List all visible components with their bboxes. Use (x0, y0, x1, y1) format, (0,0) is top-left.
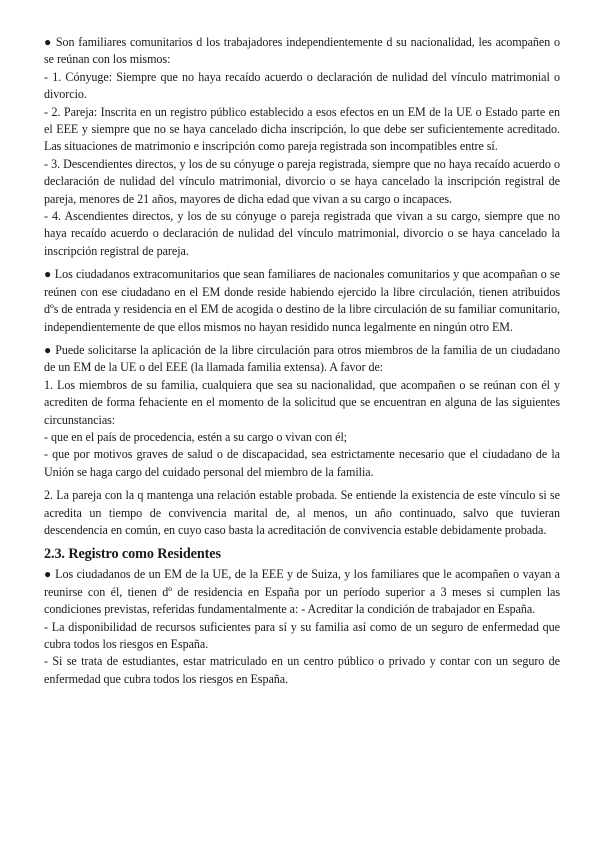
list-item-partner: - 2. Pareja: Inscrita en un registro público establecido a esos efectos en un EM de la UE o Estado parte en el EEE y siempre que no se haya cancelado dicha inscripción, lo que debe ser suficientemente acreditado. Las situaciones de matrimonio e inscripción como pareja registrada son incompatibles entre sí. (44, 104, 560, 154)
document-page (44, 34, 560, 694)
section-heading: 2.3. Registro como Residentes (44, 546, 221, 563)
extended-family-block (44, 342, 560, 481)
extended-family-sub-1: - que en el país de procedencia, estén a su cargo o vivan con él; (44, 429, 348, 444)
list-item-ascendants: - 4. Ascendientes directos, y los de su cónyuge o pareja registrada que vivan a su cargo, siempre que no haya recaído acuerdo o declaración de nulidad del vínculo matrimonial, divorcio o se haya cancelado la inscripción registral de pareja. (44, 209, 560, 258)
non-eu-family-paragraph: ● Los ciudadanos extracomunitarios que sean familiares de nacionales comunitarios y que acompañan o se reúnen con ese ciudadano en el EM donde reside habiendo ejercido la libre circulación, tienen atribuidos dºs de entrada y residencia en el EM de acogida o destino de la libre circulación de su familiar comunitario, independientemente de que ellos mismos no hayan residido nunca legalmente en ningún otro EM. (44, 267, 560, 334)
family-members-intro: ● Son familiares comunitarios d los trabajadores independientemente d su nacionalidad, les acompañen o se reúnan con los mismos: (44, 35, 560, 67)
residents-registry-block (44, 566, 560, 688)
residents-item-resources: - La disponibilidad de recursos suficientes para sí y su familia así como de un seguro de enfermedad que cubra todos los riesgos en España. (44, 619, 560, 651)
residents-item-students: - Si se trata de estudiantes, estar matriculado en un centro público o privado y contar con un seguro de enfermedad que cubra todos los riesgos en España. (44, 654, 560, 686)
extended-family-sub-2: - que por motivos graves de salud o de discapacidad, sea estrictamente necesario que el ciudadano de la Unión se haga cargo del cuidado personal del miembro de la familia. (44, 447, 560, 479)
residents-intro: ● Los ciudadanos de un EM de la UE, de la EEE y de Suiza, y los familiares que le acompañen o vayan a reunirse con él, tienen dº de residencia en España por un período superior a 3 meses si cumplen las condiciones previstas, referidas fundamentalmente a: - Acreditar la condición de trabajador en España. (44, 567, 560, 617)
extended-family-point-1: 1. Los miembros de su familia, cualquiera que sea su nacionalidad, que acompañen o se reúnan con él y acrediten de forma fehaciente en el momento de la solicitud que se encuentran en alguna de las siguientes circunstancias: (44, 377, 560, 427)
stable-partner-paragraph: 2. La pareja con la q mantenga una relación estable probada. Se entiende la existencia de este vínculo si se acredita un tiempo de convivencia marital de, al menos, un año continuado, salvo que tuvieran descendencia en común, en cuyo caso basta la acreditación de convivencia estable debidamente probada. (44, 488, 560, 537)
extended-family-intro: ● Puede solicitarse la aplicación de la libre circulación para otros miembros de la familia de un ciudadano de un EM de la UE o del EEE (la llamada familia extensa). A favor de: (44, 342, 560, 375)
list-item-descendants: - 3. Descendientes directos, y los de su cónyuge o pareja registrada, siempre que no haya recaído acuerdo o declaración de nulidad del vínculo matrimonial, divorcio o se haya cancelado la inscripción registral de pareja, menores de 21 años, mayores de dicha edad que vivan a su cargo o incapaces. (44, 156, 560, 206)
list-item-spouse: - 1. Cónyuge: Siempre que no haya recaído acuerdo o declaración de nulidad del vínculo matrimonial o divorcio. (44, 69, 560, 102)
family-members-block (44, 34, 560, 260)
